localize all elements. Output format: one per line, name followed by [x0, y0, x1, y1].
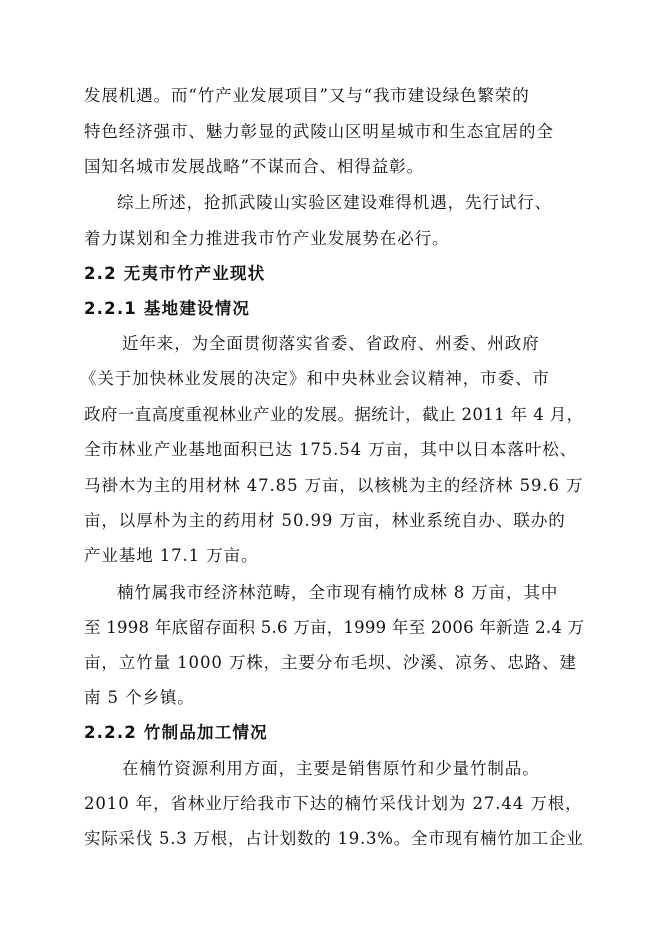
- paragraph-line: 国知名城市发展战略”不谋而合、相得益彰。: [84, 157, 424, 176]
- paragraph-line: 南 5 个乡镇。: [84, 688, 195, 707]
- paragraph-line: 着力谋划和全力推进我市竹产业发展势在必行。: [84, 229, 450, 248]
- paragraph-line: 发展机遇。而“竹产业发展项目”又与“我市建设绿色繁荣的: [84, 86, 530, 105]
- paragraph-line: 特色经济强市、魅力彰显的武陵山区明星城市和生态宜居的全: [84, 122, 554, 141]
- paragraph-line: 在楠竹资源利用方面，主要是销售原竹和少量竹制品。: [122, 759, 540, 778]
- paragraph-line: 实际采伐 5.3 万根，占计划数的 19.3%。全市现有楠竹加工企业: [84, 829, 584, 848]
- paragraph-line: 近年来，为全面贯彻落实省委、省政府、州委、州政府: [122, 334, 540, 353]
- subsection-heading: 2.2.2 竹制品加工情况: [84, 723, 268, 742]
- section-heading: 2.2 无夷市竹产业现状: [84, 264, 266, 283]
- paragraph-line: 马褂木为主的用材林 47.85 万亩，以核桃为主的经济林 59.6 万: [84, 476, 584, 495]
- paragraph-line: 《关于加快林业发展的决定》和中央林业会议精神，市委、市: [80, 369, 550, 388]
- paragraph-line: 综上所述，抢抓武陵山实验区建设难得机遇，先行试行、: [117, 193, 552, 212]
- paragraph-line: 亩，立竹量 1000 万株，主要分布毛坝、沙溪、凉务、忠路、建: [84, 653, 577, 672]
- paragraph-line: 2010 年，省林业厅给我市下达的楠竹采伐计划为 27.44 万根，: [84, 794, 583, 813]
- paragraph-line: 政府一直高度重视林业产业的发展。据统计，截止 2011 年 4 月，: [84, 405, 584, 424]
- subsection-heading: 2.2.1 基地建设情况: [84, 299, 251, 318]
- paragraph-line: 楠竹属我市经济林范畴，全市现有楠竹成林 8 万亩，其中: [117, 583, 559, 602]
- paragraph-line: 亩，以厚朴为主的药用材 50.99 万亩，林业系统自办、联办的: [84, 511, 566, 530]
- paragraph-line: 全市林业产业基地面积已达 175.54 万亩，其中以日本落叶松、: [84, 440, 578, 459]
- paragraph-line: 产业基地 17.1 万亩。: [84, 546, 259, 565]
- paragraph-line: 至 1998 年底留存面积 5.6 万亩，1999 年至 2006 年新造 2.4 万: [84, 618, 585, 637]
